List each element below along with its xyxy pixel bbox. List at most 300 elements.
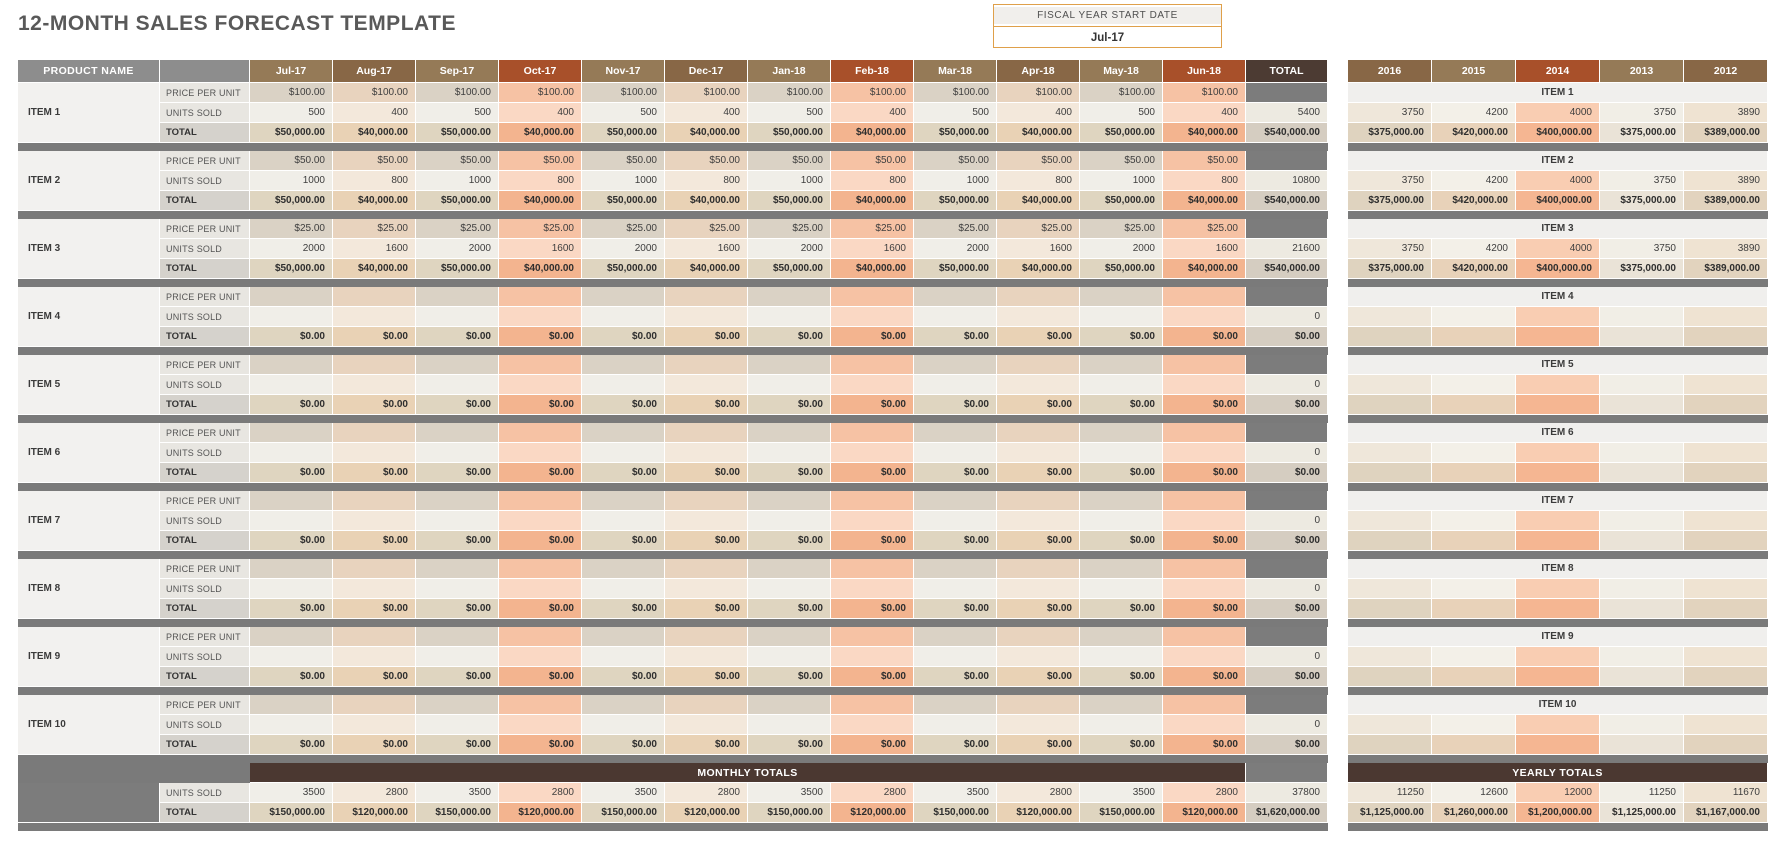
price-cell[interactable] [1163, 627, 1246, 647]
units-cell[interactable] [748, 443, 831, 463]
units-cell[interactable] [1163, 579, 1246, 599]
units-cell[interactable]: 1600 [831, 239, 914, 259]
price-cell[interactable] [250, 559, 333, 579]
total-cell[interactable]: $0.00 [250, 667, 333, 687]
units-cell[interactable] [997, 375, 1080, 395]
year-amount-cell[interactable]: $420,000.00 [1432, 259, 1516, 279]
year-units-cell[interactable] [1600, 715, 1684, 735]
year-amount-cell[interactable] [1684, 531, 1768, 551]
units-cell[interactable] [416, 579, 499, 599]
units-cell[interactable] [748, 579, 831, 599]
monthly-units-cell[interactable]: 3500 [1080, 783, 1163, 803]
price-cell[interactable] [416, 355, 499, 375]
units-cell[interactable] [1080, 511, 1163, 531]
total-cell[interactable]: $0.00 [1163, 395, 1246, 415]
total-cell[interactable]: $50,000.00 [416, 123, 499, 143]
yearly-units-cell[interactable]: 12000 [1516, 783, 1600, 803]
total-cell[interactable]: $0.00 [499, 599, 582, 619]
units-cell[interactable] [250, 715, 333, 735]
price-cell[interactable]: $50.00 [499, 151, 582, 171]
year-units-cell[interactable] [1600, 443, 1684, 463]
price-cell[interactable]: $25.00 [997, 219, 1080, 239]
total-cell[interactable]: $0.00 [831, 463, 914, 483]
units-cell[interactable]: 800 [831, 171, 914, 191]
units-cell[interactable] [914, 579, 997, 599]
total-cell[interactable]: $0.00 [416, 735, 499, 755]
total-cell[interactable]: $50,000.00 [748, 191, 831, 211]
total-cell[interactable]: $40,000.00 [333, 191, 416, 211]
year-amount-cell[interactable]: $375,000.00 [1348, 259, 1432, 279]
price-cell[interactable] [997, 491, 1080, 511]
year-units-cell[interactable]: 4000 [1516, 171, 1600, 191]
year-amount-cell[interactable] [1432, 667, 1516, 687]
year-amount-cell[interactable] [1432, 327, 1516, 347]
total-cell[interactable]: $50,000.00 [250, 191, 333, 211]
units-cell[interactable] [665, 579, 748, 599]
year-amount-cell[interactable] [1600, 667, 1684, 687]
units-cell[interactable] [333, 579, 416, 599]
price-cell[interactable] [582, 287, 665, 307]
units-cell[interactable] [582, 375, 665, 395]
total-cell[interactable]: $0.00 [1163, 531, 1246, 551]
year-units-cell[interactable] [1516, 511, 1600, 531]
year-units-cell[interactable]: 3890 [1684, 239, 1768, 259]
year-amount-cell[interactable] [1600, 395, 1684, 415]
price-cell[interactable] [499, 287, 582, 307]
item-total-units-cell[interactable]: 0 [1246, 579, 1328, 599]
price-cell[interactable] [499, 355, 582, 375]
year-units-cell[interactable] [1432, 443, 1516, 463]
total-cell[interactable]: $50,000.00 [250, 259, 333, 279]
units-cell[interactable] [748, 511, 831, 531]
total-cell[interactable]: $0.00 [250, 463, 333, 483]
year-units-cell[interactable]: 3750 [1600, 239, 1684, 259]
year-units-cell[interactable] [1432, 579, 1516, 599]
total-cell[interactable]: $0.00 [1163, 735, 1246, 755]
monthly-units-cell[interactable]: 2800 [499, 783, 582, 803]
units-cell[interactable] [250, 579, 333, 599]
year-units-cell[interactable]: 3750 [1600, 171, 1684, 191]
units-cell[interactable] [333, 647, 416, 667]
units-cell[interactable]: 1600 [665, 239, 748, 259]
monthly-units-cell[interactable]: 3500 [748, 783, 831, 803]
total-cell[interactable]: $0.00 [1080, 531, 1163, 551]
price-cell[interactable]: $100.00 [1163, 83, 1246, 103]
year-amount-cell[interactable]: $389,000.00 [1684, 123, 1768, 143]
year-units-cell[interactable] [1516, 307, 1600, 327]
yearly-amount-cell[interactable]: $1,125,000.00 [1600, 803, 1684, 823]
price-cell[interactable]: $50.00 [1163, 151, 1246, 171]
price-cell[interactable] [1080, 559, 1163, 579]
total-cell[interactable]: $0.00 [914, 327, 997, 347]
price-cell[interactable]: $100.00 [333, 83, 416, 103]
price-cell[interactable]: $25.00 [499, 219, 582, 239]
item-total-amount-cell[interactable]: $0.00 [1246, 327, 1328, 347]
year-amount-cell[interactable] [1516, 395, 1600, 415]
total-cell[interactable]: $0.00 [1080, 327, 1163, 347]
price-cell[interactable] [748, 287, 831, 307]
units-cell[interactable]: 800 [333, 171, 416, 191]
price-cell[interactable]: $50.00 [997, 151, 1080, 171]
total-cell[interactable]: $50,000.00 [748, 123, 831, 143]
total-cell[interactable]: $40,000.00 [831, 191, 914, 211]
item-total-amount-cell[interactable]: $0.00 [1246, 667, 1328, 687]
units-cell[interactable] [250, 647, 333, 667]
units-cell[interactable] [333, 443, 416, 463]
price-cell[interactable] [997, 423, 1080, 443]
units-cell[interactable] [748, 715, 831, 735]
item-total-units-cell[interactable]: 0 [1246, 443, 1328, 463]
year-units-cell[interactable] [1516, 715, 1600, 735]
total-cell[interactable]: $0.00 [416, 463, 499, 483]
units-cell[interactable]: 1000 [1080, 171, 1163, 191]
price-cell[interactable]: $25.00 [250, 219, 333, 239]
year-units-cell[interactable]: 3750 [1600, 103, 1684, 123]
year-amount-cell[interactable] [1684, 735, 1768, 755]
units-cell[interactable]: 500 [582, 103, 665, 123]
total-cell[interactable]: $40,000.00 [665, 259, 748, 279]
year-units-cell[interactable] [1684, 307, 1768, 327]
total-cell[interactable]: $0.00 [748, 531, 831, 551]
item-total-amount-cell[interactable]: $0.00 [1246, 395, 1328, 415]
units-cell[interactable] [416, 375, 499, 395]
price-cell[interactable] [665, 695, 748, 715]
year-amount-cell[interactable]: $375,000.00 [1600, 123, 1684, 143]
price-cell[interactable] [250, 695, 333, 715]
units-cell[interactable] [499, 307, 582, 327]
units-cell[interactable] [831, 307, 914, 327]
price-cell[interactable]: $100.00 [831, 83, 914, 103]
monthly-total-cell[interactable]: $150,000.00 [582, 803, 665, 823]
total-cell[interactable]: $0.00 [333, 327, 416, 347]
year-amount-cell[interactable] [1348, 667, 1432, 687]
total-cell[interactable]: $0.00 [1163, 463, 1246, 483]
units-cell[interactable]: 400 [499, 103, 582, 123]
yearly-units-cell[interactable]: 11250 [1348, 783, 1432, 803]
year-units-cell[interactable]: 4000 [1516, 239, 1600, 259]
price-cell[interactable]: $25.00 [665, 219, 748, 239]
total-cell[interactable]: $0.00 [333, 531, 416, 551]
total-cell[interactable]: $0.00 [914, 735, 997, 755]
price-cell[interactable] [997, 287, 1080, 307]
year-amount-cell[interactable] [1684, 599, 1768, 619]
units-cell[interactable] [582, 579, 665, 599]
price-cell[interactable]: $100.00 [914, 83, 997, 103]
price-cell[interactable] [499, 627, 582, 647]
price-cell[interactable] [1080, 695, 1163, 715]
total-cell[interactable]: $50,000.00 [250, 123, 333, 143]
units-cell[interactable]: 1000 [250, 171, 333, 191]
total-cell[interactable]: $0.00 [416, 599, 499, 619]
price-cell[interactable] [582, 491, 665, 511]
total-cell[interactable]: $0.00 [499, 327, 582, 347]
units-cell[interactable] [665, 307, 748, 327]
units-cell[interactable] [582, 647, 665, 667]
year-amount-cell[interactable] [1348, 599, 1432, 619]
total-cell[interactable]: $50,000.00 [914, 259, 997, 279]
yearly-amount-cell[interactable]: $1,125,000.00 [1348, 803, 1432, 823]
units-cell[interactable] [914, 715, 997, 735]
year-units-cell[interactable]: 3890 [1684, 103, 1768, 123]
units-cell[interactable]: 2000 [416, 239, 499, 259]
total-cell[interactable]: $40,000.00 [665, 191, 748, 211]
price-cell[interactable] [416, 287, 499, 307]
units-cell[interactable] [748, 375, 831, 395]
price-cell[interactable]: $100.00 [416, 83, 499, 103]
units-cell[interactable] [499, 715, 582, 735]
year-amount-cell[interactable] [1684, 463, 1768, 483]
units-cell[interactable]: 1600 [1163, 239, 1246, 259]
units-cell[interactable] [748, 647, 831, 667]
year-units-cell[interactable]: 3750 [1348, 171, 1432, 191]
price-cell[interactable] [582, 423, 665, 443]
total-cell[interactable]: $0.00 [250, 327, 333, 347]
total-cell[interactable]: $0.00 [831, 599, 914, 619]
total-cell[interactable]: $0.00 [831, 531, 914, 551]
price-cell[interactable] [499, 695, 582, 715]
price-cell[interactable] [665, 287, 748, 307]
monthly-units-cell[interactable]: 3500 [914, 783, 997, 803]
units-cell[interactable] [499, 511, 582, 531]
units-cell[interactable]: 1000 [582, 171, 665, 191]
year-amount-cell[interactable] [1348, 395, 1432, 415]
units-cell[interactable] [1163, 715, 1246, 735]
item-total-amount-cell[interactable]: $0.00 [1246, 599, 1328, 619]
units-cell[interactable] [748, 307, 831, 327]
price-cell[interactable] [416, 695, 499, 715]
price-cell[interactable] [250, 355, 333, 375]
price-cell[interactable]: $50.00 [582, 151, 665, 171]
units-cell[interactable] [416, 715, 499, 735]
yearly-amount-cell[interactable]: $1,200,000.00 [1516, 803, 1600, 823]
price-cell[interactable] [1080, 491, 1163, 511]
price-cell[interactable]: $25.00 [582, 219, 665, 239]
units-cell[interactable] [997, 715, 1080, 735]
price-cell[interactable] [831, 287, 914, 307]
monthly-total-cell[interactable]: $150,000.00 [416, 803, 499, 823]
monthly-units-cell[interactable]: 2800 [997, 783, 1080, 803]
item-total-amount-cell[interactable]: $540,000.00 [1246, 259, 1328, 279]
total-cell[interactable]: $40,000.00 [997, 191, 1080, 211]
units-cell[interactable] [1080, 375, 1163, 395]
total-cell[interactable]: $0.00 [997, 463, 1080, 483]
price-cell[interactable] [1163, 423, 1246, 443]
total-cell[interactable]: $0.00 [1163, 667, 1246, 687]
total-cell[interactable]: $0.00 [665, 599, 748, 619]
year-units-cell[interactable] [1516, 443, 1600, 463]
monthly-total-cell[interactable]: $120,000.00 [1163, 803, 1246, 823]
units-cell[interactable] [250, 443, 333, 463]
price-cell[interactable] [914, 695, 997, 715]
price-cell[interactable] [914, 287, 997, 307]
item-total-amount-cell[interactable]: $0.00 [1246, 735, 1328, 755]
year-amount-cell[interactable] [1600, 327, 1684, 347]
year-units-cell[interactable] [1684, 511, 1768, 531]
units-cell[interactable] [582, 511, 665, 531]
units-cell[interactable]: 500 [748, 103, 831, 123]
price-cell[interactable] [416, 491, 499, 511]
total-cell[interactable]: $0.00 [333, 599, 416, 619]
total-cell[interactable]: $0.00 [914, 463, 997, 483]
total-cell[interactable]: $0.00 [997, 531, 1080, 551]
price-cell[interactable] [831, 559, 914, 579]
monthly-total-cell[interactable]: $120,000.00 [499, 803, 582, 823]
price-cell[interactable] [831, 355, 914, 375]
monthly-units-cell[interactable]: 3500 [250, 783, 333, 803]
monthly-units-cell[interactable]: 2800 [333, 783, 416, 803]
total-cell[interactable]: $0.00 [250, 531, 333, 551]
price-cell[interactable]: $50.00 [333, 151, 416, 171]
units-cell[interactable] [997, 307, 1080, 327]
price-cell[interactable] [831, 423, 914, 443]
price-cell[interactable] [582, 695, 665, 715]
price-cell[interactable] [333, 491, 416, 511]
monthly-total-cell[interactable]: $120,000.00 [831, 803, 914, 823]
price-cell[interactable] [665, 491, 748, 511]
total-cell[interactable]: $0.00 [582, 599, 665, 619]
units-cell[interactable] [499, 443, 582, 463]
units-cell[interactable] [499, 647, 582, 667]
units-cell[interactable]: 400 [1163, 103, 1246, 123]
year-units-cell[interactable] [1684, 375, 1768, 395]
units-cell[interactable] [914, 307, 997, 327]
price-cell[interactable] [997, 559, 1080, 579]
units-cell[interactable] [1163, 307, 1246, 327]
price-cell[interactable] [333, 559, 416, 579]
total-cell[interactable]: $0.00 [333, 395, 416, 415]
units-cell[interactable] [250, 375, 333, 395]
year-units-cell[interactable]: 3750 [1348, 103, 1432, 123]
total-cell[interactable]: $40,000.00 [665, 123, 748, 143]
total-cell[interactable]: $0.00 [665, 327, 748, 347]
year-units-cell[interactable] [1684, 443, 1768, 463]
units-cell[interactable] [997, 579, 1080, 599]
total-cell[interactable]: $0.00 [914, 531, 997, 551]
item-total-amount-cell[interactable]: $0.00 [1246, 531, 1328, 551]
year-units-cell[interactable] [1348, 715, 1432, 735]
item-total-units-cell[interactable]: 0 [1246, 647, 1328, 667]
monthly-units-cell[interactable]: 2800 [1163, 783, 1246, 803]
units-cell[interactable] [665, 647, 748, 667]
monthly-total-cell[interactable]: $150,000.00 [250, 803, 333, 823]
units-cell[interactable]: 500 [250, 103, 333, 123]
units-cell[interactable] [333, 511, 416, 531]
price-cell[interactable] [499, 423, 582, 443]
year-amount-cell[interactable] [1600, 735, 1684, 755]
total-cell[interactable]: $40,000.00 [1163, 191, 1246, 211]
units-cell[interactable]: 1000 [416, 171, 499, 191]
price-cell[interactable] [1080, 287, 1163, 307]
price-cell[interactable] [582, 355, 665, 375]
monthly-total-cell[interactable]: $150,000.00 [748, 803, 831, 823]
year-amount-cell[interactable]: $375,000.00 [1600, 259, 1684, 279]
year-amount-cell[interactable]: $375,000.00 [1600, 191, 1684, 211]
price-cell[interactable]: $50.00 [416, 151, 499, 171]
price-cell[interactable] [250, 287, 333, 307]
year-units-cell[interactable] [1684, 579, 1768, 599]
units-cell[interactable] [333, 375, 416, 395]
year-amount-cell[interactable]: $420,000.00 [1432, 191, 1516, 211]
yearly-units-cell[interactable]: 11670 [1684, 783, 1768, 803]
total-cell[interactable]: $0.00 [1080, 599, 1163, 619]
price-cell[interactable]: $25.00 [914, 219, 997, 239]
total-cell[interactable]: $40,000.00 [1163, 123, 1246, 143]
price-cell[interactable] [997, 627, 1080, 647]
units-cell[interactable]: 500 [1080, 103, 1163, 123]
year-amount-cell[interactable] [1516, 327, 1600, 347]
year-units-cell[interactable] [1432, 647, 1516, 667]
total-cell[interactable]: $0.00 [582, 327, 665, 347]
price-cell[interactable] [997, 695, 1080, 715]
units-cell[interactable] [665, 715, 748, 735]
total-cell[interactable]: $0.00 [914, 599, 997, 619]
year-units-cell[interactable] [1600, 511, 1684, 531]
year-units-cell[interactable]: 4000 [1516, 103, 1600, 123]
price-cell[interactable]: $50.00 [665, 151, 748, 171]
price-cell[interactable] [582, 559, 665, 579]
units-cell[interactable] [1080, 647, 1163, 667]
year-units-cell[interactable] [1348, 375, 1432, 395]
units-cell[interactable]: 400 [831, 103, 914, 123]
year-amount-cell[interactable] [1348, 531, 1432, 551]
grand-total-units-cell[interactable]: 37800 [1246, 783, 1328, 803]
total-cell[interactable]: $50,000.00 [1080, 259, 1163, 279]
units-cell[interactable] [914, 647, 997, 667]
year-amount-cell[interactable] [1684, 327, 1768, 347]
units-cell[interactable] [1163, 375, 1246, 395]
total-cell[interactable]: $0.00 [333, 735, 416, 755]
year-amount-cell[interactable]: $420,000.00 [1432, 123, 1516, 143]
total-cell[interactable]: $50,000.00 [416, 259, 499, 279]
price-cell[interactable] [665, 627, 748, 647]
units-cell[interactable] [665, 375, 748, 395]
units-cell[interactable] [831, 511, 914, 531]
price-cell[interactable] [416, 627, 499, 647]
monthly-total-cell[interactable]: $150,000.00 [1080, 803, 1163, 823]
year-units-cell[interactable] [1684, 715, 1768, 735]
price-cell[interactable] [914, 491, 997, 511]
price-cell[interactable] [748, 627, 831, 647]
year-units-cell[interactable]: 3890 [1684, 171, 1768, 191]
units-cell[interactable] [997, 443, 1080, 463]
total-cell[interactable]: $0.00 [997, 599, 1080, 619]
price-cell[interactable]: $25.00 [1163, 219, 1246, 239]
units-cell[interactable]: 1000 [914, 171, 997, 191]
total-cell[interactable]: $0.00 [997, 395, 1080, 415]
year-amount-cell[interactable] [1432, 735, 1516, 755]
total-cell[interactable]: $0.00 [416, 531, 499, 551]
price-cell[interactable] [1163, 695, 1246, 715]
price-cell[interactable]: $100.00 [665, 83, 748, 103]
item-total-units-cell[interactable]: 0 [1246, 511, 1328, 531]
year-amount-cell[interactable]: $400,000.00 [1516, 123, 1600, 143]
yearly-units-cell[interactable]: 11250 [1600, 783, 1684, 803]
yearly-amount-cell[interactable]: $1,260,000.00 [1432, 803, 1516, 823]
item-total-units-cell[interactable]: 5400 [1246, 103, 1328, 123]
total-cell[interactable]: $0.00 [831, 327, 914, 347]
units-cell[interactable]: 800 [665, 171, 748, 191]
monthly-total-cell[interactable]: $120,000.00 [665, 803, 748, 823]
total-cell[interactable]: $40,000.00 [997, 123, 1080, 143]
year-units-cell[interactable] [1348, 579, 1432, 599]
total-cell[interactable]: $0.00 [748, 395, 831, 415]
total-cell[interactable]: $50,000.00 [416, 191, 499, 211]
price-cell[interactable] [665, 559, 748, 579]
year-amount-cell[interactable] [1432, 463, 1516, 483]
units-cell[interactable] [914, 443, 997, 463]
total-cell[interactable]: $0.00 [748, 463, 831, 483]
units-cell[interactable] [1080, 443, 1163, 463]
